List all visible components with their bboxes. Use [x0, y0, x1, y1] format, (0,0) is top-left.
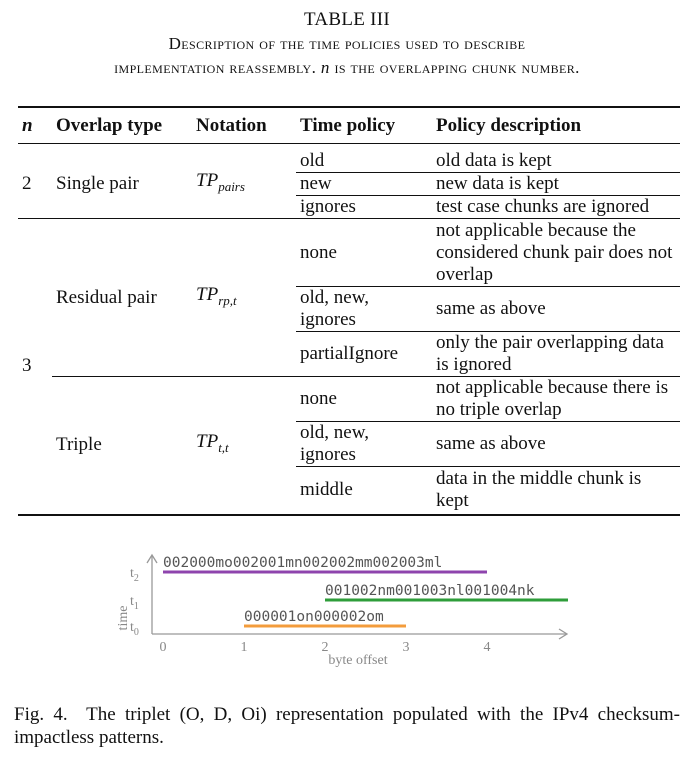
y-tick-label: $t_1$	[130, 594, 139, 612]
cell-overlap-type: Single pair	[56, 173, 139, 194]
x-axis-label: byte offset	[328, 653, 388, 668]
cell-description: new data is kept	[432, 173, 680, 196]
x-tick-label: 3	[402, 640, 410, 655]
cell-description: old data is kept	[436, 150, 552, 171]
header-notation: Notation	[196, 115, 267, 136]
table-title-line2: implementation reassembly. n is the overlapping chunk number.	[114, 58, 580, 77]
cell-notation: $TP_{pairs}$	[196, 170, 245, 194]
cell-description: same as above	[432, 287, 680, 332]
table-row	[18, 377, 680, 422]
cell-policy: partialIgnore	[296, 332, 432, 377]
cell-n: 3	[18, 219, 52, 515]
cell-description: same as above	[432, 422, 680, 467]
time-policy-table	[18, 106, 680, 516]
cell-description: not applicable because the considered chunk pair does not overlap	[432, 219, 680, 287]
figure-caption-label: Fig. 4.	[14, 704, 68, 725]
header-overlap-type: Overlap type	[56, 115, 163, 136]
header-time-policy: Time policy	[300, 115, 396, 136]
x-tick-label: 1	[240, 640, 248, 655]
x-tick-label: 4	[483, 640, 491, 655]
pattern-label: 001002nm001003nl001004nk	[325, 583, 535, 599]
cell-policy: middle	[296, 467, 432, 515]
pattern-bars	[163, 555, 568, 626]
x-tick-label: 0	[159, 640, 167, 655]
overlap-figure	[100, 546, 600, 676]
x-tick-labels	[160, 640, 491, 655]
cell-overlap-type: Residual pair	[52, 219, 192, 377]
header-policy-description: Policy description	[436, 115, 582, 136]
overlap-diagram	[100, 546, 600, 676]
table-row	[18, 144, 680, 173]
cell-description: data in the middle chunk is kept	[432, 467, 680, 515]
cell-policy: ignores	[296, 196, 432, 219]
y-tick-label: $t_0$	[130, 620, 139, 638]
table-label: TABLE III	[303, 9, 391, 30]
pattern-label: 000001on000002om	[244, 609, 384, 625]
table-row	[18, 219, 680, 287]
cell-policy: old	[300, 150, 325, 171]
y-axis-label: time	[116, 605, 131, 631]
y-tick-labels	[130, 566, 139, 638]
cell-overlap-type: Triple	[52, 377, 192, 515]
cell-policy: old, new, ignores	[296, 422, 432, 467]
cell-description: test case chunks are ignored	[432, 196, 680, 219]
table-caption	[0, 8, 694, 80]
cell-policy: new	[296, 173, 432, 196]
table-header-row	[18, 107, 680, 144]
header-n: n	[22, 115, 33, 136]
figure-caption-text: The triplet (O, D, Oi) representation populated with the IPv4 checksum-impactless patterns.	[14, 704, 680, 748]
cell-policy: none	[296, 377, 432, 422]
cell-notation: $TP_{rp,t}$	[192, 219, 296, 377]
cell-description: not applicable because there is no triple overlap	[432, 377, 680, 422]
cell-policy: old, new, ignores	[296, 287, 432, 332]
table-title-line1: Description of the time policies used to describe	[168, 34, 526, 53]
y-tick-label: $t_2$	[130, 566, 139, 584]
cell-policy: none	[296, 219, 432, 287]
x-tick-label: 2	[321, 640, 329, 655]
pattern-label: 002000mo002001mn002002mm002003ml	[163, 555, 443, 571]
figure-caption	[14, 703, 680, 749]
cell-notation: $TP_{t,t}$	[192, 377, 296, 515]
cell-n: 2	[22, 173, 32, 194]
cell-description: only the pair overlapping data is ignored	[432, 332, 680, 377]
